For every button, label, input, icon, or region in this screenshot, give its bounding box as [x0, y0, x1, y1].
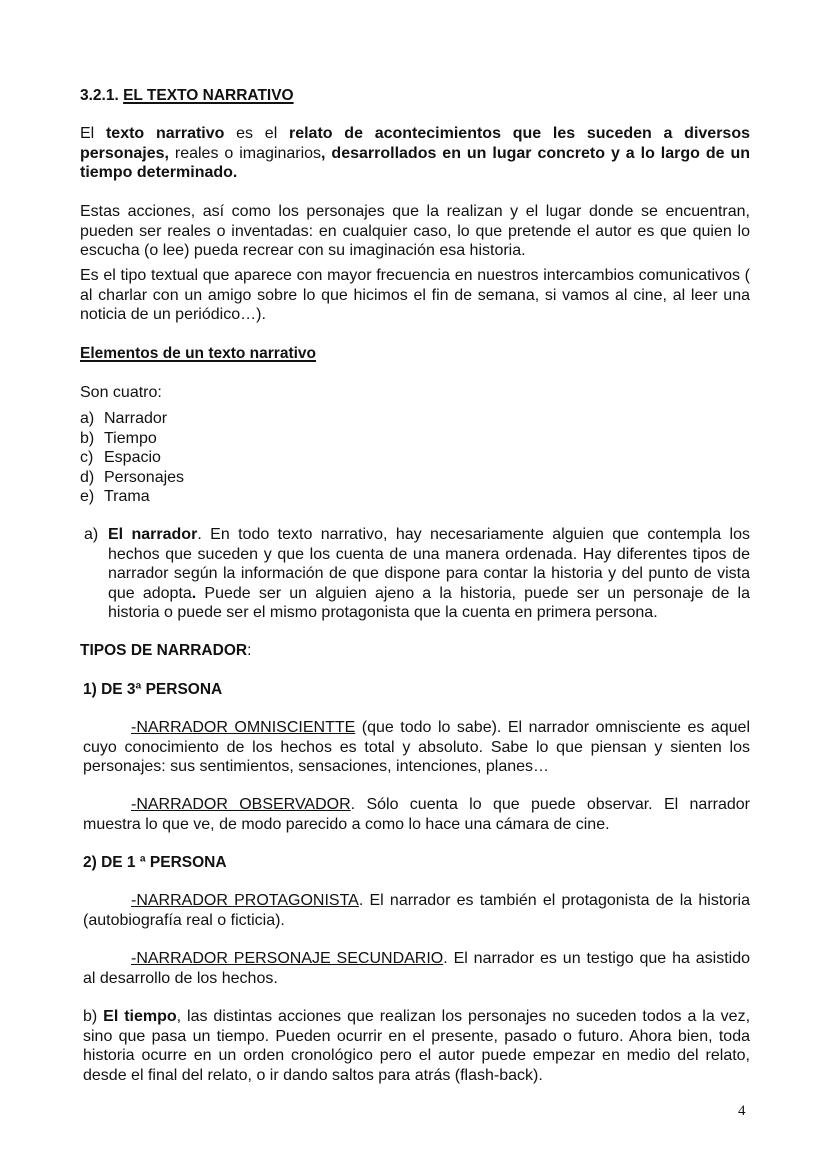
narrador-term: El narrador	[108, 526, 198, 543]
tiempo-paragraph	[83, 1007, 750, 1085]
narrador-text-1: . En todo texto narrativo, hay necesariamente alguien que contempla los hechos que suceden y que los cuenta de una manera ordenada. Hay diferentes tipos de narrador según la información de que dispone para contar la historia y del punto de vista que adopta	[108, 526, 751, 602]
list-label: Personajes	[104, 468, 185, 486]
primera-persona-heading: 2) DE 1 ª PERSONA	[83, 854, 227, 871]
section-title	[80, 86, 750, 106]
elementos-list	[80, 409, 184, 507]
narrador-marker: a)	[84, 526, 99, 543]
tipos-heading-text: TIPOS DE NARRADOR	[80, 642, 248, 659]
definition-text-3: reales o imaginarios	[168, 144, 322, 162]
list-item	[80, 409, 184, 429]
protagonista-text: . El narrador es también el protagonista de la historia (autobiografía real o ficticia).	[83, 892, 750, 929]
tipos-heading-colon: :	[247, 642, 252, 659]
definition-term: texto narrativo	[105, 125, 225, 142]
secundario-label: -NARRADOR PERSONAJE SECUNDARIO	[131, 950, 444, 967]
tercera-persona-heading: 1) DE 3ª PERSONA	[83, 681, 223, 698]
observador-text: . Sólo cuenta lo que puede observar. El narrador muestra lo que ve, de modo parecido a como lo hace una cámara de cine.	[83, 796, 750, 833]
observador-paragraph	[83, 795, 750, 834]
protagonista-label: -NARRADOR PROTAGONISTA	[131, 892, 359, 909]
definition-bold-3: , desarrollados en un lugar concreto y a lo largo de un tiempo determinado.	[80, 144, 751, 181]
list-item	[80, 468, 184, 488]
elementos-intro: Son cuatro:	[80, 384, 162, 401]
page-number: 4	[738, 1103, 746, 1119]
list-marker: b)	[80, 429, 95, 447]
section-number: 3.2.1.	[80, 87, 119, 104]
list-label: Tiempo	[104, 429, 157, 447]
definition-paragraph	[80, 124, 750, 183]
list-label: Narrador	[104, 410, 168, 427]
paragraph-acciones: Estas acciones, así como los personajes que la realizan y el lugar donde se encuentran, pueden ser reales o inventadas: en cualquier caso, lo que pretende el autor es que quien lo escucha (o lee) pueda recrear con su imaginación esa historia.	[80, 203, 750, 259]
list-marker: a)	[80, 410, 95, 427]
list-marker: e)	[80, 488, 95, 505]
list-item	[80, 448, 184, 468]
definition-bold-2: relato de acontecimientos que les suceden a diversos personajes,	[80, 125, 750, 162]
list-label: Espacio	[104, 449, 161, 466]
narrador-text-2: Puede ser un alguien ajeno a la historia, puede ser un personaje de la historia o puede ser el mismo protagonista que la cuenta en primera persona.	[108, 584, 750, 621]
secundario-text: . El narrador es un testigo que ha asistido al desarrollo de los hechos.	[83, 950, 751, 987]
tiempo-text: , las distintas acciones que realizan los personajes no suceden todos a la vez, sino que pasa un tiempo. Pueden ocurrir en el presente, pasado o futuro. Ahora bien, toda historia ocurre en un orden cronológico pero el autor puede empezar en medio del relato, desde el final del relato, o ir dando saltos para atrás (flash-back).	[83, 1008, 751, 1084]
list-label: Trama	[104, 488, 150, 505]
definition-text-2: es el	[224, 125, 289, 142]
secundario-paragraph	[83, 949, 750, 988]
section-title-text: EL TEXTO NARRATIVO	[123, 87, 294, 104]
definition-text-1: El	[80, 125, 106, 142]
list-item	[80, 487, 184, 507]
tiempo-marker: b)	[83, 1008, 104, 1025]
omnisciente-text: (que todo lo sabe). El narrador omnisciente es aquel cuyo conocimiento de los hechos es total y absoluto. Sabe lo que piensan y sienten los personajes: sus sentimientos, sensaciones, intenciones, planes…	[83, 719, 750, 775]
omnisciente-label: -NARRADOR OMNISCIENTTE	[131, 719, 356, 736]
narrador-paragraph	[80, 525, 750, 623]
observador-label: -NARRADOR OBSERVADOR	[131, 796, 351, 813]
elementos-heading	[80, 344, 750, 364]
list-marker: c)	[80, 449, 94, 466]
paragraph-tipo-textual: Es el tipo textual que aparece con mayor frecuencia en nuestros intercambios comunicativos ( al charlar con un amigo sobre lo que hicimos el fin de semana, si vamos al cine, al leer una noticia de un periódico…).	[80, 267, 750, 323]
list-item	[80, 429, 184, 449]
omnisciente-paragraph	[83, 718, 750, 777]
narrador-dot: .	[191, 584, 197, 602]
elementos-heading-text: Elementos de un texto narrativo	[80, 345, 316, 362]
protagonista-paragraph	[83, 891, 750, 930]
list-marker: d)	[80, 468, 95, 486]
tipos-heading	[80, 641, 750, 661]
tiempo-term: El tiempo	[103, 1008, 177, 1025]
